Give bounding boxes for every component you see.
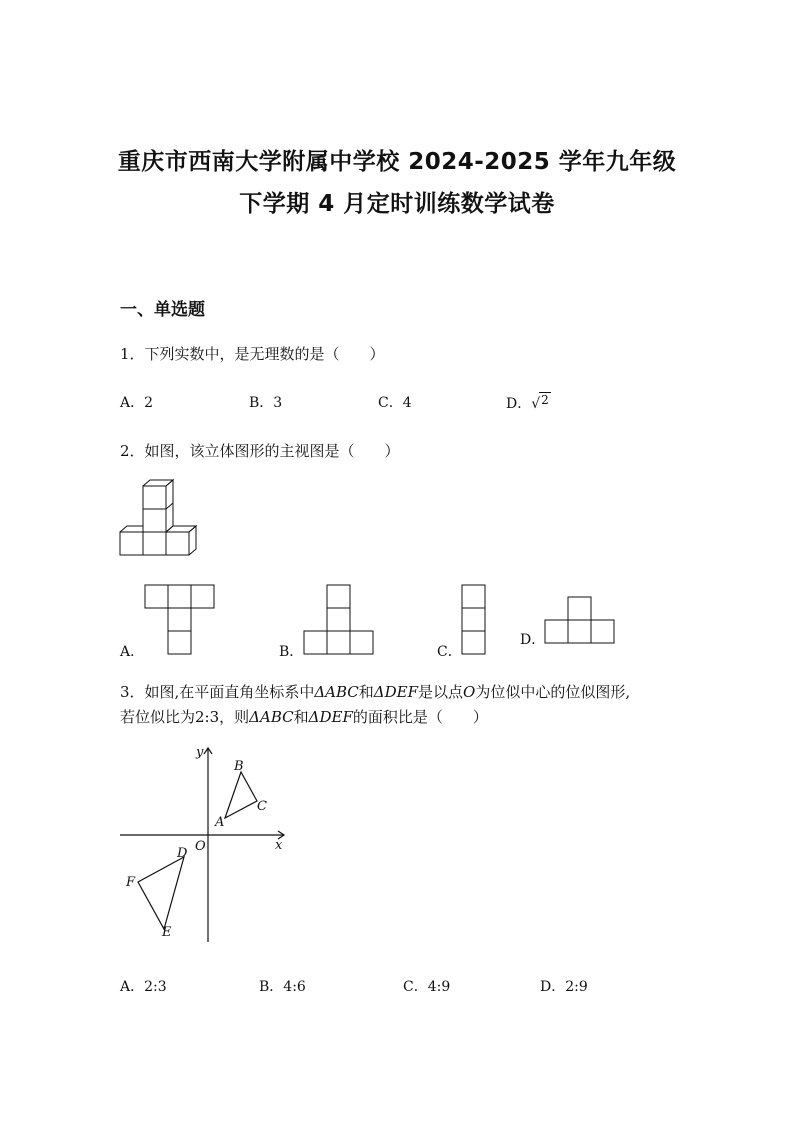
- question-2-option-d: D．: [520, 632, 546, 648]
- radicand: 2: [541, 393, 549, 407]
- point-c-label: C: [257, 799, 267, 814]
- question-3-option-d: D．2:9: [540, 979, 588, 995]
- question-3-option-a: A．2:3: [120, 979, 167, 995]
- question-2-stem: 2．如图，该立体图形的主视图是（ ）: [120, 442, 400, 460]
- question-3-stem-line-1: 3．如图,在平面直角坐标系中ΔABC和ΔDEF是以点O为位似中心的位似图形,: [120, 683, 631, 701]
- question-2-option-b: B．: [279, 644, 304, 660]
- question-1-option-d-label: D．: [506, 396, 532, 412]
- question-3-stem-line-2: 若位似比为2:3，则ΔABC和ΔDEF的面积比是（ ）: [120, 708, 488, 726]
- triangle-abc: [225, 772, 257, 818]
- question-3-option-c: C．4:9: [403, 979, 451, 995]
- question-2-option-a: A．: [120, 644, 145, 660]
- point-e-label: E: [162, 925, 172, 940]
- point-f-label: F: [126, 875, 136, 890]
- document-title-line-1: 重庆市西南大学附属中学校 2024-2025 学年九年级: [117, 149, 677, 175]
- triangle-def: [138, 857, 184, 929]
- y-axis-label: y: [196, 745, 204, 760]
- question-2-view-d: [544, 596, 616, 644]
- origin-label: O: [195, 839, 206, 854]
- question-1-stem: 1．下列实数中，是无理数的是（ ）: [120, 345, 385, 363]
- question-2-view-c: [461, 584, 487, 655]
- question-2-option-c: C．: [437, 644, 462, 660]
- question-1-option-b: B．3: [249, 395, 283, 411]
- document-title-line-2: 下学期 4 月定时训练数学试卷: [239, 191, 555, 217]
- sqrt-symbol: √2: [531, 393, 549, 412]
- section-heading: 一、单选题: [120, 300, 205, 320]
- question-2-solid-figure: [118, 478, 200, 558]
- point-b-label: B: [234, 759, 244, 774]
- question-1-option-a: A．2: [120, 395, 154, 411]
- question-1-option-c: C．4: [378, 395, 412, 411]
- question-1-option-d: [506, 392, 551, 413]
- question-2-view-a: [144, 584, 216, 655]
- question-3-option-b: B．4:6: [259, 979, 306, 995]
- question-3-coordinate-figure: [118, 742, 298, 947]
- question-2-view-b: [303, 584, 375, 655]
- x-axis-label: x: [275, 838, 283, 853]
- point-a-label: A: [215, 815, 225, 830]
- point-d-label: D: [177, 846, 188, 861]
